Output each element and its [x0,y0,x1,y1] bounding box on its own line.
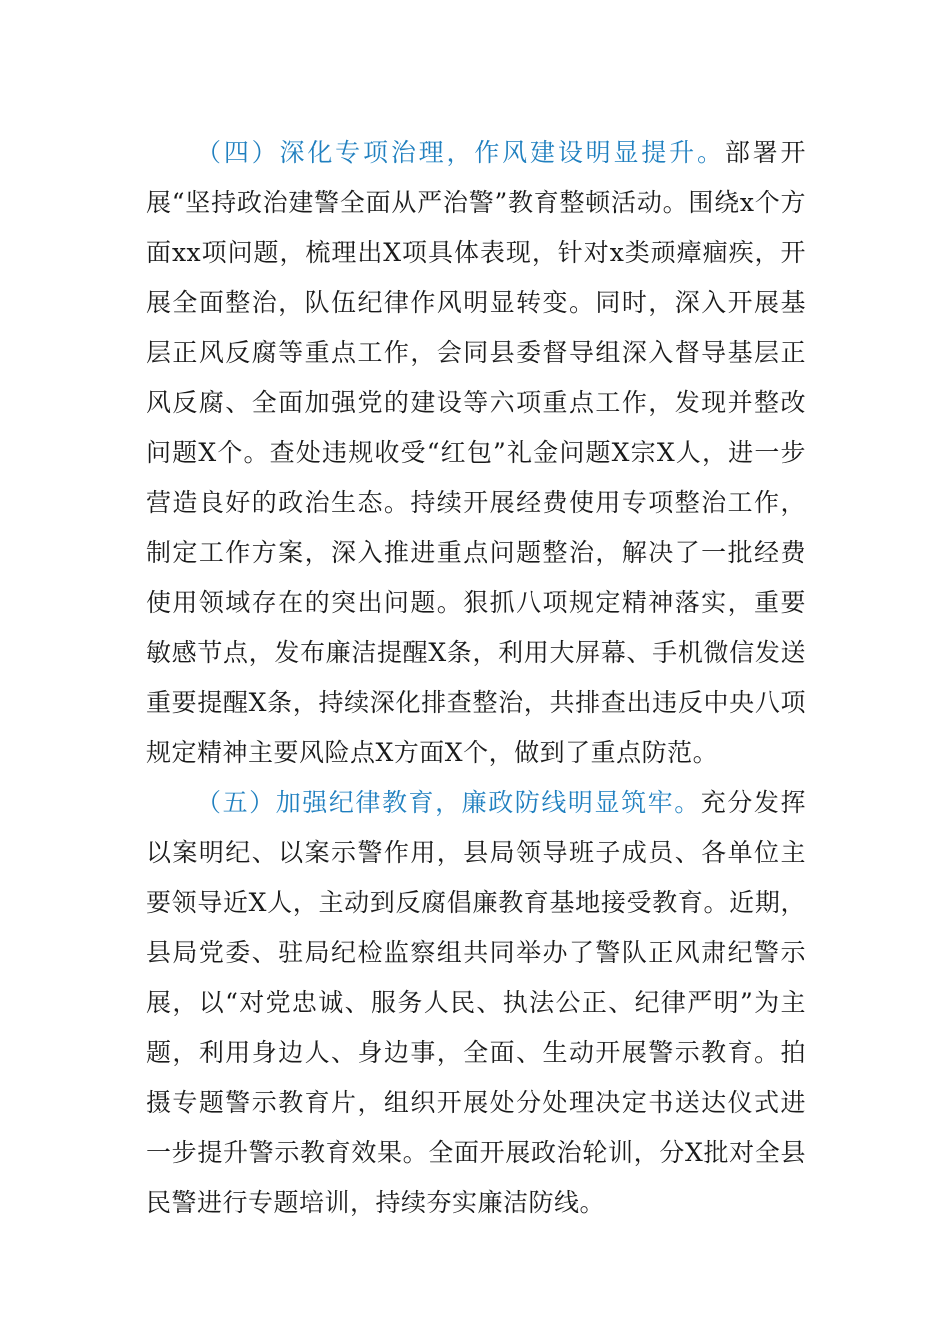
paragraph-4 [146,128,806,778]
paragraph-text-5: 充分发挥以案明纪、以案示警作用，县局领导班子成员、各单位主要领导近X人，主动到反腐倡廉教育基地接受教育。近期，县局党委、驻局纪检监察组共同举办了警队正风肃纪警示展，以“对党忠诚、服务人民、执法公正、纪律严明”为主题，利用身边人、身边事，全面、生动开展警示教育。拍摄专题警示教育片，组织开展处分处理决定书送达仪式进一步提升警示教育效果。全面开展政治轮训，分X批对全县民警进行专题培训，持续夯实廉洁防线。 [146,788,806,1217]
paragraph-5 [146,778,806,1228]
section-heading-5: （五）加强纪律教育，廉政防线明显筑牢。 [196,788,701,817]
section-heading-4: （四）深化专项治理，作风建设明显提升。 [196,138,725,167]
paragraph-text-4: 部署开展“坚持政治建警全面从严治警”教育整顿活动。围绕x个方面xx项问题，梳理出X项具体表现，针对x类顽瘴痼疾，开展全面整治，队伍纪律作风明显转变。同时，深入开展基层正风反腐等重点工作，会同县委督导组深入督导基层正风反腐、全面加强党的建设等六项重点工作，发现并整改问题X个。查处违规收受“红包”礼金问题X宗X人，进一步营造良好的政治生态。持续开展经费使用专项整治工作，制定工作方案，深入推进重点问题整治，解决了一批经费使用领域存在的突出问题。狠抓八项规定精神落实，重要敏感节点，发布廉洁提醒X条，利用大屏幕、手机微信发送重要提醒X条，持续深化排查整治，共排查出违反中央八项规定精神主要风险点X方面X个，做到了重点防范。 [146,138,806,767]
document-body [146,128,806,1228]
